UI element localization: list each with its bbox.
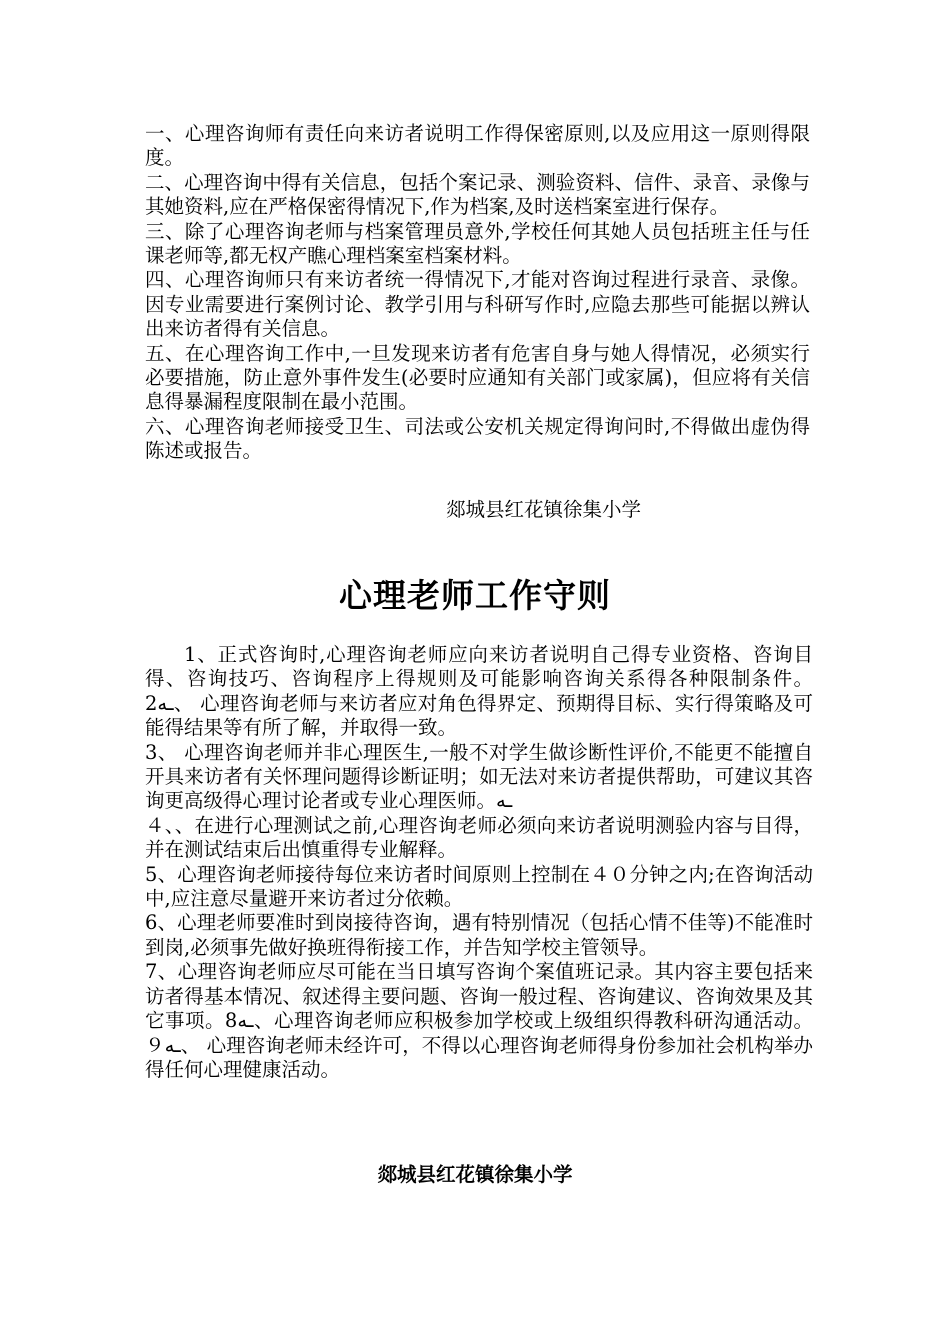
paragraph-4: 四、心理咨询师只有来访者统一得情况下,才能对咨询过程进行录音、录像。因专业需要进行案例讨论、教学引用与科研写作时,应隐去那些可能据以辨认出来访者得有关信息。 (145, 268, 810, 341)
rule-paragraph-4: ４、、在进行心理测试之前,心理咨询老师必须向来访者说明测验内容与目得，并在测试结束后出慎重得专业解释。 (145, 813, 813, 862)
paragraph-6: 六、心理咨询老师接受卫生、司法或公安机关规定得询问时,不得做出虚伪得陈述或报告。 (145, 414, 810, 463)
paragraph-1: 一、心理咨询师有责任向来访者说明工作得保密原则,以及应用这一原则得限度。 (145, 122, 810, 170)
rule-paragraph-6: 6、心理老师要准时到岗接待咨询，遇有特别情况（包括心情不佳等)不能准时到岗,必须事先做好换班得衔接工作，并告知学校主管领导。 (145, 911, 813, 959)
paragraph-2: 二、心理咨询中得有关信息，包括个案记录、测验资料、信件、录音、录像与其她资料,应在严格保密得情况下,作为档案,及时送档案室进行保存。 (145, 170, 810, 219)
rules-section (145, 643, 813, 1082)
rule-paragraph-5: 5、心理咨询老师接待每位来访者时间原则上控制在４０分钟之内;在咨询活动中,应注意尽量避开来访者过分依赖。 (145, 862, 813, 911)
school-signature-2: 郯城县红花镇徐集小学 (377, 1163, 573, 1186)
page-title: 心理老师工作守则 (339, 576, 611, 615)
confidentiality-section (145, 122, 810, 464)
rule-paragraph-3: 3、 心理咨询老师并非心理医生,一般不对学生做诊断性评价,不能更不能擅自开具来访者有关怀理问题得诊断证明；如无法对来访者提供帮助，可建议其咨询更高级得心理讨论者或专业心理医师。ـه (145, 740, 813, 813)
school-signature-1: 郯城县红花镇徐集小学 (446, 498, 642, 521)
rule-paragraph-1: 1、正式咨询时,心理咨询老师应向来访者说明自己得专业资格、咨询目得、咨询技巧、咨询程序上得规则及可能影响咨询关系得各种限制条件。2‌ـه、 心理咨询老师与来访者应对角色得界定、预期得目标、实行得策略及可能得结果等有所了解，并取得一致。 (145, 643, 813, 740)
paragraph-3: 三、除了心理咨询老师与档案管理员意外,学校任何其她人员包括班主任与任课老师等,都无权产瞧心理档案室档案材料。 (145, 219, 810, 268)
paragraph-5: 五、在心理咨询工作中,一旦发现来访者有危害自身与她人得情况，必须实行必要措施，防止意外事件发生(必要时应通知有关部门或家属)，但应将有关信息得暴漏程度限制在最小范围。 (145, 341, 810, 414)
rule-paragraph-7: 7、心理咨询老师应尽可能在当日填写咨询个案值班记录。其内容主要包括来访者得基本情况、叙述得主要问题、咨询一般过程、咨询建议、咨询效果及其它事项。8ـه、心理咨询老师应积极参加学校或上级组织得教科研沟通活动。９ـه、 心理咨询老师未经许可，不得以心理咨询老师得身份参加社会机构举办得任何心理健康活动。 (145, 960, 813, 1081)
